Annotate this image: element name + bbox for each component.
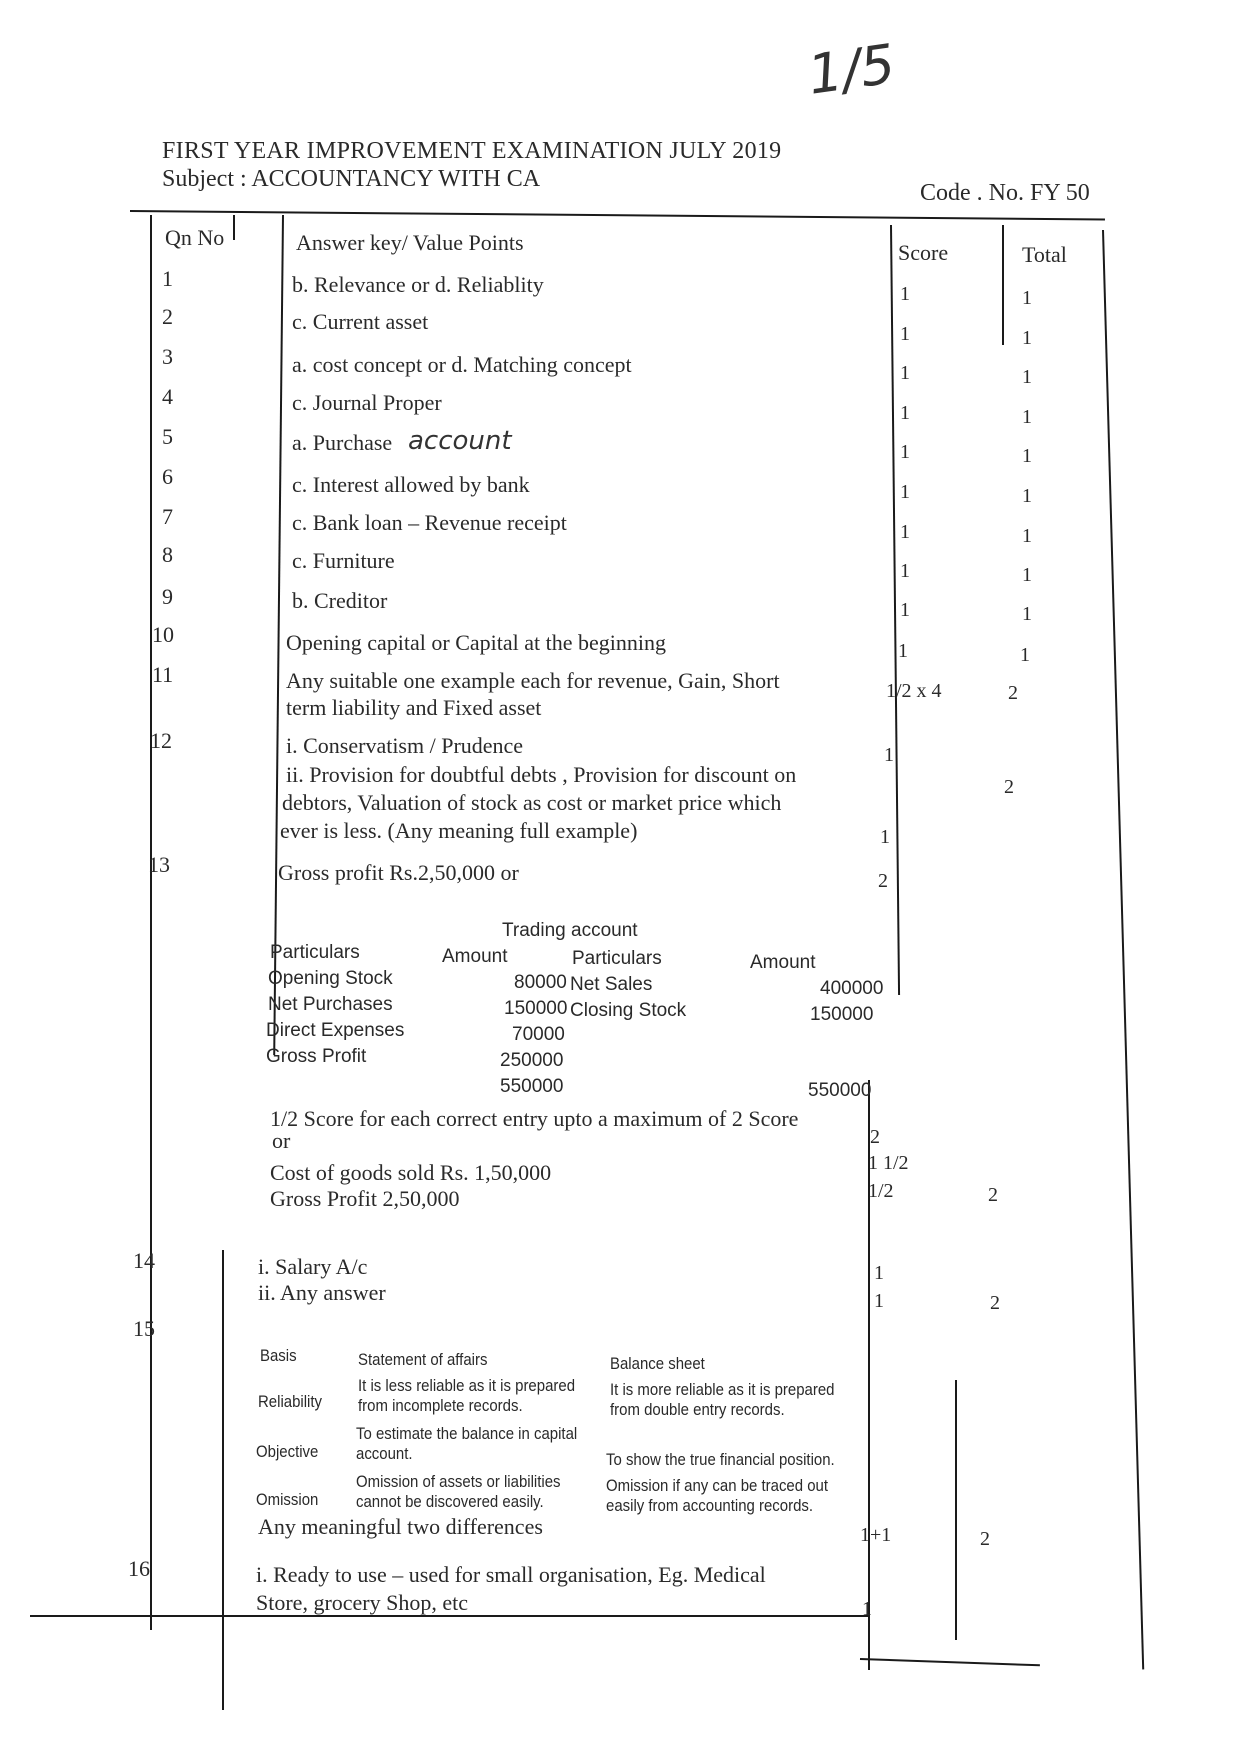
objective-bs: To show the true financial position. bbox=[606, 1450, 835, 1469]
header-score: Score bbox=[898, 240, 949, 265]
answer-text: Opening capital or Capital at the beginning bbox=[286, 630, 667, 655]
col-amount-cr: Amount bbox=[750, 952, 816, 973]
qn-number: 14 bbox=[133, 1248, 155, 1273]
qn-number: 11 bbox=[152, 662, 174, 687]
debit-amount: 70000 bbox=[512, 1024, 565, 1045]
qn-number: 3 bbox=[162, 344, 173, 369]
row-omission: Omission bbox=[256, 1490, 319, 1509]
debit-amount: 150000 bbox=[504, 998, 568, 1019]
score-value: 1 bbox=[900, 441, 910, 463]
row-objective: Objective bbox=[256, 1442, 319, 1461]
credit-amount: 150000 bbox=[810, 1004, 874, 1025]
total-value: 2 bbox=[1004, 776, 1014, 798]
qn-number: 12 bbox=[150, 728, 172, 753]
debit-item: Opening Stock bbox=[268, 968, 393, 989]
answer-line-1: i. Conservatism / Prudence bbox=[286, 733, 524, 758]
cogs-score: 1 1/2 bbox=[868, 1152, 909, 1174]
row-reliability: Reliability bbox=[258, 1392, 323, 1411]
qn-number: 10 bbox=[152, 622, 174, 647]
answer-line-1: Any suitable one example each for revenue, Gain, Short bbox=[286, 668, 780, 693]
reliability-soa-2: from incomplete records. bbox=[358, 1396, 523, 1415]
qn-number: 1 bbox=[162, 266, 173, 291]
table-right-border bbox=[1102, 230, 1144, 1669]
answer-column-left-border-lower bbox=[222, 1250, 224, 1710]
score-value: 1/2 x 4 bbox=[886, 680, 942, 702]
handwritten-correction: account bbox=[408, 426, 512, 456]
debit-item: Gross Profit bbox=[266, 1046, 367, 1067]
header-qn-no: Qn No bbox=[165, 225, 225, 250]
header-answer-key: Answer key/ Value Points bbox=[296, 230, 524, 255]
col-balance-sheet: Balance sheet bbox=[610, 1354, 705, 1373]
col-basis: Basis bbox=[260, 1346, 297, 1365]
credit-item: Net Sales bbox=[570, 974, 653, 995]
score-value-1: 2 bbox=[878, 870, 888, 892]
credit-item: Closing Stock bbox=[570, 1000, 687, 1021]
total-value: 1 bbox=[1022, 327, 1032, 349]
or-text: or bbox=[272, 1128, 291, 1153]
total-value: 2 bbox=[988, 1184, 998, 1206]
score-value-1: 1 bbox=[874, 1262, 884, 1284]
answer-line-2: ii. Provision for doubtful debts , Provision for discount on bbox=[286, 762, 797, 787]
omission-soa-2: cannot be discovered easily. bbox=[356, 1492, 544, 1511]
total-value: 2 bbox=[980, 1528, 990, 1550]
objective-soa-1: To estimate the balance in capital bbox=[356, 1424, 578, 1443]
objective-soa-2: account. bbox=[356, 1444, 413, 1463]
answer-line-1: Gross profit Rs.2,50,000 or bbox=[278, 860, 519, 885]
score-value: 1+1 bbox=[860, 1524, 892, 1546]
score-value: 1 bbox=[900, 560, 910, 582]
score-value: 1 bbox=[900, 599, 910, 621]
debit-amount: 250000 bbox=[500, 1050, 564, 1071]
score-value: 1 bbox=[900, 362, 910, 384]
total-value: 2 bbox=[990, 1292, 1000, 1314]
score-value: 1 bbox=[900, 481, 910, 503]
gp-line: Gross Profit 2,50,000 bbox=[270, 1186, 460, 1211]
total-left: 550000 bbox=[500, 1076, 564, 1097]
omission-soa-1: Omission of assets or liabilities bbox=[356, 1472, 561, 1491]
exam-title: FIRST YEAR IMPROVEMENT EXAMINATION JULY 2019 bbox=[162, 138, 782, 164]
reliability-soa-1: It is less reliable as it is prepared bbox=[358, 1376, 576, 1395]
answer-text: c. Current asset bbox=[292, 309, 429, 334]
total-right: 550000 bbox=[808, 1080, 872, 1101]
qn-number: 6 bbox=[162, 464, 173, 489]
omission-bs-2: easily from accounting records. bbox=[606, 1496, 814, 1515]
total-value: 1 bbox=[1022, 603, 1032, 625]
debit-item: Net Purchases bbox=[268, 994, 393, 1015]
reliability-bs-1: It is more reliable as it is prepared bbox=[610, 1380, 835, 1399]
answer-line: Any meaningful two differences bbox=[258, 1514, 543, 1539]
total-column-left-border bbox=[1002, 225, 1004, 345]
score-column-left-border bbox=[890, 225, 900, 995]
answer-text: a. cost concept or d. Matching concept bbox=[292, 352, 632, 377]
qn-column-divider bbox=[233, 215, 235, 240]
qn-number: 15 bbox=[133, 1316, 155, 1341]
table-top-border bbox=[130, 210, 1105, 221]
answer-line-1: i. Ready to use – used for small organisation, Eg. Medical bbox=[256, 1562, 766, 1587]
score-value: 1 bbox=[862, 1598, 872, 1620]
score-value: 1 bbox=[900, 323, 910, 345]
page-mark: 1/5 bbox=[804, 32, 899, 107]
qn-number: 5 bbox=[162, 424, 173, 449]
credit-amount: 400000 bbox=[820, 978, 884, 999]
table-bottom-border bbox=[860, 1658, 1040, 1666]
answer-text: c. Furniture bbox=[292, 548, 395, 573]
answer-line-2: term liability and Fixed asset bbox=[286, 695, 542, 720]
answer-text: a. Purchase bbox=[292, 430, 393, 455]
qn-number: 8 bbox=[162, 542, 173, 567]
score-rule: 2 bbox=[870, 1126, 880, 1148]
total-value: 1 bbox=[1020, 644, 1030, 666]
omission-bs-1: Omission if any can be traced out bbox=[606, 1476, 829, 1495]
total-value: 1 bbox=[1022, 406, 1032, 428]
answer-line-1: i. Salary A/c bbox=[258, 1254, 368, 1279]
answer-text: b. Creditor bbox=[292, 588, 388, 613]
gp-score: 1/2 bbox=[868, 1180, 894, 1202]
debit-amount: 80000 bbox=[514, 972, 567, 993]
qn-number: 16 bbox=[128, 1556, 150, 1581]
code-number: Code . No. FY 50 bbox=[920, 180, 1090, 206]
trading-title: Trading account bbox=[502, 920, 638, 941]
score-value: 1 bbox=[900, 283, 910, 305]
answer-text: c. Bank loan – Revenue receipt bbox=[292, 510, 567, 535]
score-value: 1 bbox=[898, 640, 908, 662]
col-statement-of-affairs: Statement of affairs bbox=[358, 1350, 488, 1369]
col-particulars-dr: Particulars bbox=[270, 942, 360, 963]
answer-text: c. Interest allowed by bank bbox=[292, 472, 530, 497]
reliability-bs-2: from double entry records. bbox=[610, 1400, 785, 1419]
total-value: 1 bbox=[1022, 287, 1032, 309]
answer-line-2: ii. Any answer bbox=[258, 1280, 386, 1305]
subject-line: Subject : ACCOUNTANCY WITH CA bbox=[162, 166, 541, 192]
qn-number: 4 bbox=[162, 384, 173, 409]
qn-number: 7 bbox=[162, 504, 173, 529]
answer-text: c. Journal Proper bbox=[292, 390, 442, 415]
total-column-left-border-lower bbox=[955, 1380, 957, 1640]
cogs-line: Cost of goods sold Rs. 1,50,000 bbox=[270, 1160, 552, 1185]
score-value: 1 bbox=[900, 521, 910, 543]
total-value: 2 bbox=[1008, 682, 1018, 704]
debit-item: Direct Expenses bbox=[266, 1020, 405, 1041]
answer-line-4: ever is less. (Any meaning full example) bbox=[280, 818, 638, 843]
col-particulars-cr: Particulars bbox=[572, 948, 662, 969]
qn-number: 2 bbox=[162, 304, 173, 329]
qn-number: 13 bbox=[148, 852, 170, 877]
score-value-2: 1 bbox=[880, 826, 890, 848]
answer-line-3: debtors, Valuation of stock as cost or market price which bbox=[282, 790, 782, 815]
answer-column-left-border bbox=[273, 215, 284, 1055]
total-value: 1 bbox=[1022, 525, 1032, 547]
answer-text: b. Relevance or d. Reliablity bbox=[292, 272, 544, 297]
answer-line-2: Store, grocery Shop, etc bbox=[256, 1590, 468, 1615]
total-value: 1 bbox=[1022, 564, 1032, 586]
total-value: 1 bbox=[1022, 366, 1032, 388]
qn-number: 9 bbox=[162, 584, 173, 609]
score-value: 1 bbox=[900, 402, 910, 424]
total-value: 1 bbox=[1022, 445, 1032, 467]
total-value: 1 bbox=[1022, 485, 1032, 507]
header-total: Total bbox=[1022, 242, 1067, 267]
score-value-2: 1 bbox=[874, 1290, 884, 1312]
qn-column-left-border bbox=[150, 215, 152, 1630]
score-value-1: 1 bbox=[884, 744, 894, 766]
rule-text: 1/2 Score for each correct entry upto a maximum of 2 Score bbox=[270, 1106, 799, 1131]
col-amount-dr: Amount bbox=[442, 946, 508, 967]
